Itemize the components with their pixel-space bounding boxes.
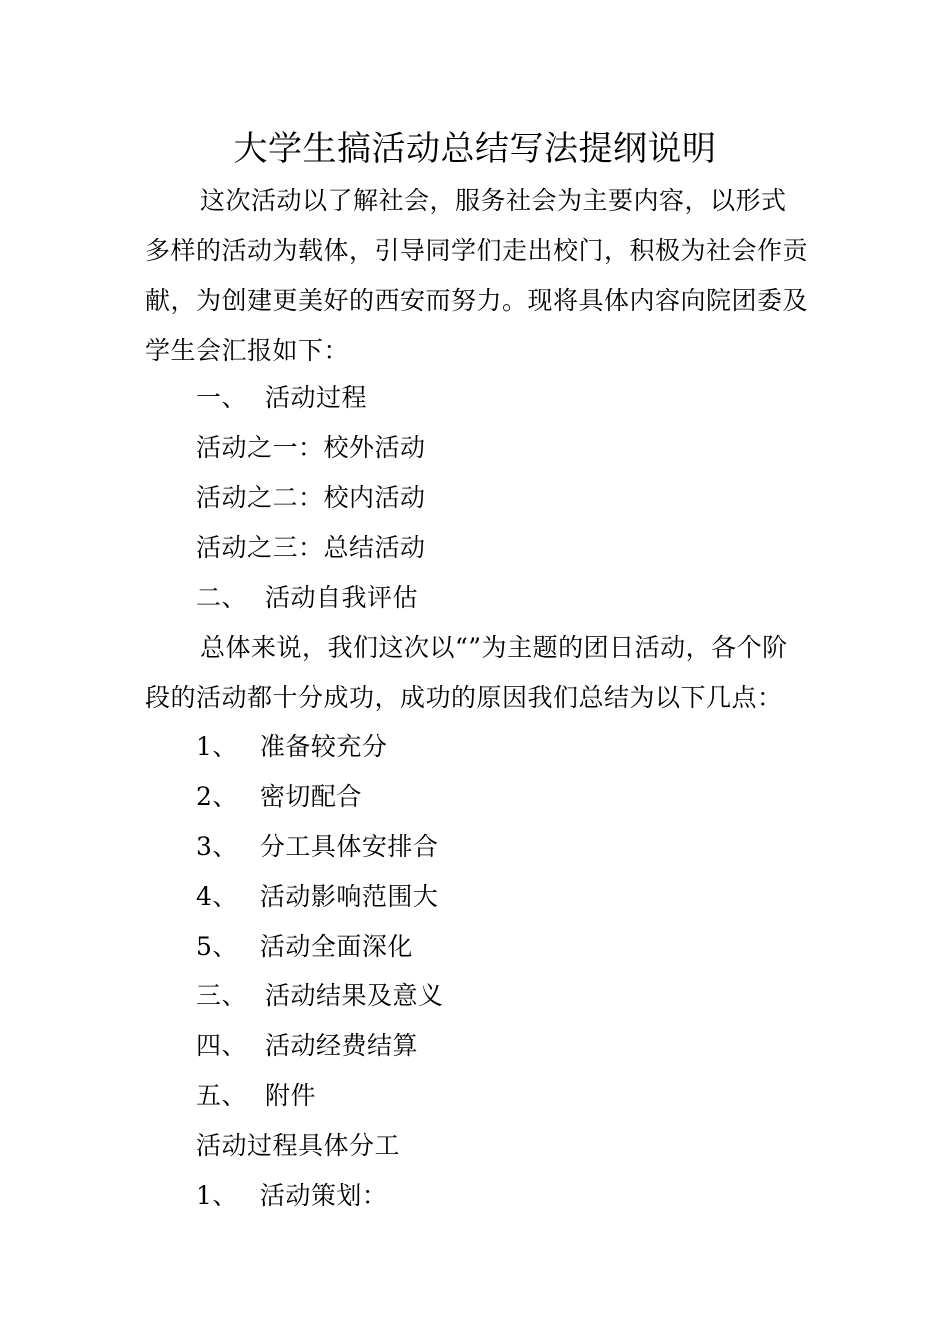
- section-title: 活动自我评估: [265, 583, 419, 612]
- section-title: 活动经费结算: [265, 1031, 419, 1060]
- list-text: 密切配合: [259, 782, 362, 811]
- section-heading-5: [196, 1078, 316, 1114]
- section-heading-2: [196, 580, 418, 616]
- activity-item-1: 活动之一：校外活动: [196, 433, 426, 462]
- list-number: 3、: [196, 832, 238, 861]
- activity-item-2: 活动之二：校内活动: [196, 483, 426, 512]
- list-number: 5、: [196, 932, 238, 961]
- list-number: 2、: [196, 782, 238, 811]
- section-number: 五、: [196, 1081, 248, 1110]
- list-text: 活动策划：: [259, 1181, 388, 1210]
- success-point-4: [196, 879, 438, 915]
- division-heading: 活动过程具体分工: [196, 1131, 401, 1160]
- section-title: 附件: [265, 1081, 317, 1110]
- activity-item-3: 活动之三：总结活动: [196, 533, 426, 562]
- section-title: 活动过程: [265, 383, 368, 412]
- success-point-5: [196, 929, 413, 965]
- list-text: 准备较充分: [259, 732, 388, 761]
- list-text: 分工具体安排合: [259, 832, 439, 861]
- success-point-3: [196, 829, 438, 865]
- list-number: 1、: [196, 1181, 238, 1210]
- document-title: 大学生搞活动总结写法提纲说明: [233, 129, 717, 169]
- section-heading-4: [196, 1028, 418, 1064]
- success-point-2: [196, 779, 362, 815]
- section-heading-1: [196, 380, 367, 416]
- list-text: 活动全面深化: [259, 932, 413, 961]
- evaluation-paragraph: 总体来说，我们这次以“”为主题的团日活动，各个阶段的活动都十分成功，成功的原因我们总结为以下几点：: [145, 633, 788, 712]
- section-number: 四、: [196, 1031, 248, 1060]
- section-number: 一、: [196, 383, 248, 412]
- section-title: 活动结果及意义: [265, 981, 444, 1010]
- success-point-1: [196, 729, 387, 765]
- intro-paragraph: 这次活动以了解社会，服务社会为主要内容，以形式多样的活动为载体，引导同学们走出校门，积极为社会作贡献，为创建更美好的西安而努力。现将具体内容向院团委及学生会汇报如下：: [145, 186, 809, 365]
- section-number: 二、: [196, 583, 248, 612]
- section-heading-3: [196, 978, 444, 1014]
- list-number: 1、: [196, 732, 238, 761]
- division-item-1: [196, 1178, 387, 1214]
- list-text: 活动影响范围大: [259, 882, 439, 911]
- section-number: 三、: [196, 981, 248, 1010]
- list-number: 4、: [196, 882, 238, 911]
